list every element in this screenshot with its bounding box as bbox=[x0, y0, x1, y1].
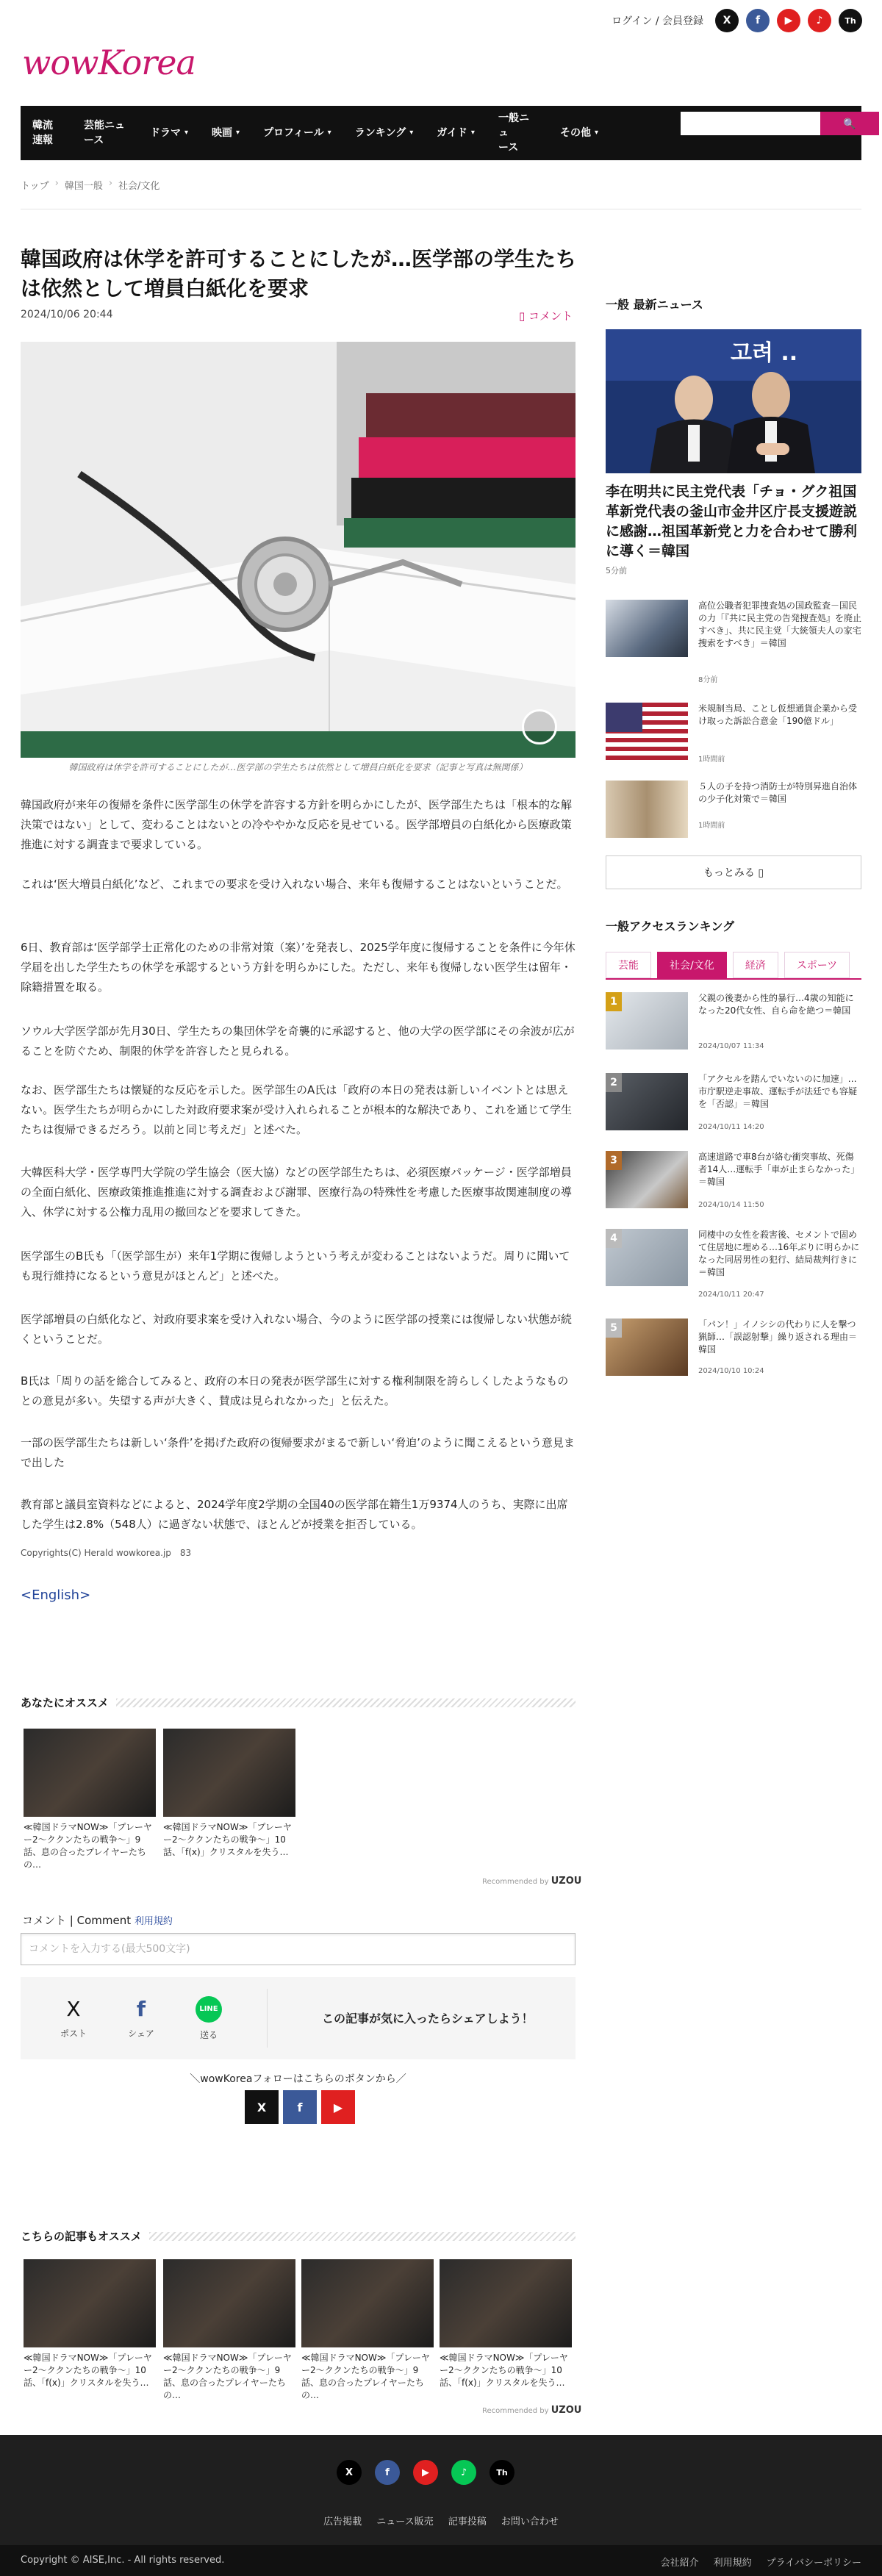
ranking-item[interactable] bbox=[606, 1151, 861, 1210]
recommend-heading-text: こちらの記事もオススメ bbox=[21, 2230, 142, 2243]
recommend-title: ≪韓国ドラマNOW≫「プレーヤー2～ククンたちの戦争～」9話、息の合ったプレイヤーたちの… bbox=[163, 2353, 292, 2400]
recommend-card[interactable] bbox=[440, 2259, 572, 2389]
tiktok-icon[interactable]: ♪ bbox=[808, 9, 831, 32]
tab-society[interactable]: 社会/文化 bbox=[657, 952, 727, 978]
share-label: 送る bbox=[199, 2029, 218, 2040]
article-hero-image[interactable] bbox=[21, 342, 576, 758]
nav-label: 韓流 速報 bbox=[32, 120, 53, 146]
chevron-down-icon: ▾ bbox=[327, 129, 331, 137]
ranking-heading: 一般アクセスランキング bbox=[606, 919, 735, 933]
footer-link-privacy[interactable]: プライバシーポリシー bbox=[766, 2558, 861, 2569]
share-x-button[interactable] bbox=[40, 1997, 107, 2039]
heading-hatch bbox=[116, 1698, 576, 1707]
threads-icon[interactable]: Th bbox=[839, 9, 862, 32]
facebook-icon: f bbox=[136, 1997, 146, 2021]
ranking-date: 2024/10/10 10:24 bbox=[698, 1367, 764, 1375]
tab-economy[interactable]: 経済 bbox=[733, 952, 778, 978]
nav-label: 一般ニュ ース bbox=[498, 112, 529, 154]
footer-sns bbox=[337, 2460, 514, 2485]
breadcrumb-separator: › bbox=[54, 178, 59, 189]
ranking-date: 2024/10/11 14:20 bbox=[698, 1123, 764, 1131]
divider bbox=[267, 1989, 268, 2048]
stethoscope-book-illustration bbox=[21, 342, 576, 758]
recommend-thumbnail bbox=[163, 1729, 295, 1817]
nav-item-drama[interactable] bbox=[138, 106, 200, 160]
ranking-item[interactable] bbox=[606, 1229, 861, 1299]
breadcrumb-separator: › bbox=[108, 178, 113, 189]
search-input[interactable] bbox=[681, 112, 820, 135]
tabs-underline bbox=[606, 978, 861, 980]
chevron-down-icon: ▾ bbox=[594, 129, 598, 137]
chevron-down-icon: ▾ bbox=[470, 129, 475, 137]
recommend-thumbnail bbox=[301, 2259, 434, 2347]
nav-item-guide[interactable] bbox=[425, 106, 487, 160]
nav-item-other[interactable] bbox=[548, 106, 610, 160]
nav-label: プロフィール bbox=[263, 127, 324, 139]
heading-hatch bbox=[149, 2232, 576, 2241]
footer-links bbox=[0, 2514, 882, 2527]
recommend-title: ≪韓国ドラマNOW≫「プレーヤー2～ククンたちの戦争～」9話、息の合ったプレイヤーたちの… bbox=[24, 1822, 152, 1870]
chevron-down-icon: ▾ bbox=[236, 129, 240, 137]
article-paragraph: なお、医学部生たちは懐疑的な反応を示した。医学部生のA氏は「政府の本日の発表は新しいイベントとは思えない。医学生たちが明らかにした対政府要求案が受け入れられることが根本的な解決であり、これを通じて学生たちは復帰できるだろう。以前と同じ考えだ」と述べた。 bbox=[21, 1083, 573, 1136]
rank-badge: 3 bbox=[606, 1151, 622, 1170]
share-facebook-button[interactable] bbox=[107, 1997, 175, 2039]
rank-badge: 1 bbox=[606, 992, 622, 1011]
ranking-tabs bbox=[606, 952, 850, 978]
nav-item-general-news[interactable] bbox=[487, 106, 548, 160]
article-paragraph: これは‘医大増員白紙化’など、これまでの要求を受け入れない場合、来年も復帰することはないということだ。 bbox=[21, 878, 568, 891]
recommend-title: ≪韓国ドラマNOW≫「プレーヤー2～ククンたちの戦争～」10話、「f(x)」クリスタルを失う… bbox=[24, 2353, 152, 2388]
news-time: 1時間前 bbox=[698, 822, 725, 830]
image-caption: 韓国政府は休学を許可することにしたが…医学部の学生たちは依然として増員白紙化を要求（記事と写真は無関係） bbox=[68, 762, 528, 772]
recommend-card[interactable] bbox=[301, 2259, 434, 2400]
facebook-icon[interactable]: f bbox=[283, 2090, 317, 2124]
recommend-thumbnail bbox=[24, 1729, 156, 1817]
recommend-card[interactable] bbox=[24, 1729, 156, 1870]
ranking-item[interactable] bbox=[606, 1319, 861, 1377]
footer-link-submit[interactable]: 記事投稿 bbox=[448, 2516, 487, 2527]
footer-copyright: Copyright © AISE,Inc. - All rights reserved. bbox=[21, 2555, 225, 2566]
recommended-by bbox=[482, 2405, 581, 2416]
terms-link[interactable]: 利用規約 bbox=[134, 1916, 173, 1927]
sidebar-news-item[interactable] bbox=[606, 600, 862, 684]
nav-label: ランキング bbox=[354, 127, 406, 139]
rank-badge: 2 bbox=[606, 1073, 622, 1092]
nav-item-ranking[interactable] bbox=[343, 106, 426, 160]
recommend-title: ≪韓国ドラマNOW≫「プレーヤー2～ククンたちの戦争～」9話、息の合ったプレイヤーたちの… bbox=[301, 2353, 430, 2400]
breadcrumb-top[interactable]: トップ bbox=[21, 181, 49, 192]
comment-label bbox=[22, 1912, 173, 1928]
footer-link-ads[interactable]: 広告掲載 bbox=[323, 2516, 362, 2527]
english-version-link[interactable]: <English> bbox=[21, 1587, 91, 1603]
recommended-by-text: Recommended by bbox=[482, 2407, 549, 2415]
line-icon: LINE bbox=[196, 1996, 222, 2023]
facebook-icon[interactable]: f bbox=[375, 2460, 400, 2485]
nav-label: ドラマ bbox=[150, 127, 181, 139]
article-paragraph: 一部の医学部生たちは新しい‘条件’を掲げた政府の復帰要求がまるで新しい‘脅迫’のように聞こえるという意見まで出した bbox=[21, 1436, 575, 1469]
x-icon[interactable]: X bbox=[337, 2460, 362, 2485]
article-paragraph: 大韓医科大学・医学専門大学院の学生協会（医大協）などの医学部生たちは、必須医療パッケージ・医学部増員の全面白紙化、医療政策推進推進に対する調査および謝罪、医療行為の特殊性を考慮した医療事故関連制度の導入、休学に対する公権力乱用の撤回などを要求してきた。 bbox=[21, 1166, 573, 1219]
tab-entertainment[interactable]: 芸能 bbox=[606, 952, 651, 978]
svg-text:고려 ..: 고려 .. bbox=[731, 340, 798, 366]
footer-link-contact[interactable]: お問い合わせ bbox=[501, 2516, 559, 2527]
news-thumbnail bbox=[606, 781, 688, 838]
nav-search bbox=[681, 112, 879, 135]
article-paragraph: 韓国政府が来年の復帰を条件に医学部生の休学を許容する方針を明らかにしたが、医学部生たちは「根本的な解決策ではない」として、変わることはないとの冷ややかな反応を見せている。医学部増員の白紙化から医療政策推進に対する調査まで要求している。 bbox=[21, 798, 573, 851]
tiktok-icon[interactable]: ♪ bbox=[451, 2460, 476, 2485]
recommend-thumbnail bbox=[24, 2259, 156, 2347]
news-thumbnail bbox=[606, 600, 688, 657]
ranking-date: 2024/10/11 20:47 bbox=[698, 1291, 764, 1299]
sidebar-news-heading: 一般 最新ニュース bbox=[606, 298, 703, 312]
flag-canton bbox=[606, 703, 642, 732]
recommend-title: ≪韓国ドラマNOW≫「プレーヤー2～ククンたちの戦争～」10話、「f(x)」クリスタルを失う… bbox=[440, 2353, 568, 2388]
footer-link-terms[interactable]: 利用規約 bbox=[713, 2558, 752, 2569]
article-copyright: Copyrights(C) Herald wowkorea.jp 83 bbox=[21, 1548, 192, 1558]
x-icon: X bbox=[66, 1997, 81, 2021]
recommend-card[interactable] bbox=[163, 1729, 295, 1859]
share-line-button[interactable] bbox=[175, 1996, 243, 2041]
ranking-title: 「パン！」イノシシの代わりに人を撃つ猟師…「誤認射撃」繰り返される理由＝韓国 bbox=[698, 1319, 858, 1355]
breadcrumb-current: 社会/文化 bbox=[118, 181, 160, 192]
article-paragraph: 医学部増員の白紙化など、対政府要求案を受け入れない場合、今のように医学部の授業には復帰しない状態が続くということだ。 bbox=[21, 1313, 573, 1346]
footer-link-company[interactable]: 会社紹介 bbox=[660, 2558, 699, 2569]
more-button[interactable]: もっとみる ▯ bbox=[606, 855, 861, 889]
article-paragraph: ソウル大学医学部が先月30日、学生たちの集団休学を奇襲的に承認すると、他の大学の医学部にその余波が広がることを防ぐため、制限的休学を許容したと見られる。 bbox=[21, 1025, 575, 1058]
article-title: 韓国政府は休学を許可することにしたが…医学部の学生たちは依然として増員白紙化を要求 bbox=[21, 247, 577, 301]
news-time: 1時間前 bbox=[698, 756, 725, 764]
news-thumbnail bbox=[606, 703, 688, 760]
youtube-icon[interactable]: ▶ bbox=[321, 2090, 355, 2124]
article-paragraph: 6日、教育部は‘医学部学士正常化のための非常対策（案）’を発表し、2025学年度に復帰することを条件に今年休学届を出した学生たちの休学を承認するという方針を明らかにした。ただし、来年も復帰しない医学生は留年・除籍措置を取る。 bbox=[21, 941, 576, 994]
chevron-down-icon: ▾ bbox=[409, 129, 414, 137]
ranking-date: 2024/10/07 11:34 bbox=[698, 1042, 764, 1050]
recommended-by-text: Recommended by bbox=[482, 1878, 549, 1886]
ranking-title: 「アクセルを踏んでいないのに加速」…市庁駅逆走事故、運転手が法廷でも容疑を「否認」＝韓国 bbox=[698, 1074, 858, 1109]
share-label: シェア bbox=[128, 2028, 154, 2039]
x-icon[interactable]: X bbox=[715, 9, 739, 32]
search-button[interactable]: 🔍 bbox=[820, 112, 879, 135]
recommend-heading-text: あなたにオススメ bbox=[21, 1696, 109, 1709]
footer-bottom-links bbox=[661, 2555, 861, 2569]
nav-item-movie[interactable] bbox=[200, 106, 251, 160]
recommend-card[interactable] bbox=[24, 2259, 156, 2389]
recommend-heading bbox=[21, 1695, 576, 1710]
sidebar-news-item[interactable] bbox=[606, 703, 861, 764]
recommend-thumbnail bbox=[440, 2259, 572, 2347]
zoom-icon[interactable] bbox=[522, 709, 557, 745]
footer bbox=[0, 2435, 882, 2576]
nav-label: その他 bbox=[559, 127, 591, 139]
facebook-icon[interactable]: f bbox=[746, 9, 770, 32]
ranking-title: 高速道路で車8台が絡む衝突事故、死傷者14人…運転手「車が止まらなかった」＝韓国 bbox=[698, 1152, 860, 1187]
recommended-by bbox=[482, 1876, 581, 1887]
recommend-title: ≪韓国ドラマNOW≫「プレーヤー2～ククンたちの戦争～」10話、「f(x)」クリスタルを失う… bbox=[163, 1822, 292, 1857]
recommend-thumbnail bbox=[163, 2259, 295, 2347]
comment-input[interactable]: コメントを入力する(最大500文字) bbox=[21, 1933, 576, 1965]
follow-text: ＼wowKoreaフォローはこちらのボタンから／ bbox=[190, 2073, 406, 2085]
chevron-down-icon: ▾ bbox=[184, 129, 189, 137]
ranking-title: 父親の後妻から性的暴行…4歳の知能になった20代女性、自ら命を絶つ＝韓国 bbox=[698, 993, 854, 1016]
follow-buttons bbox=[245, 2090, 355, 2124]
article-paragraph: B氏は「周りの話を総合してみると、政府の本日の発表が医学部生に対する権利制限を誇らしくしたようなものとの意見が多い。失望する声が大きく、賛成は見られなかった」と伝えた。 bbox=[21, 1374, 569, 1407]
recommend-card[interactable] bbox=[163, 2259, 295, 2400]
article-date: 2024/10/06 20:44 bbox=[21, 309, 113, 320]
ranking-item[interactable] bbox=[606, 1073, 861, 1132]
nav-item-profile[interactable] bbox=[251, 106, 343, 160]
nav-label: ガイド bbox=[437, 127, 467, 139]
breadcrumb bbox=[21, 178, 159, 192]
share-message: この記事が気に入ったらシェアしよう！ bbox=[322, 2012, 534, 2026]
login-link[interactable]: ログイン / 会員登録 bbox=[612, 15, 703, 27]
rank-badge: 5 bbox=[606, 1319, 622, 1338]
sidebar-hero-title[interactable]: 李在明共に民主党代表「チョ・グク祖国革新党代表の釜山市金井区庁長支援遊説に感謝…祖国革新党と力を合わせて勝利に導く＝韓国 bbox=[606, 484, 858, 559]
comment-link[interactable]: ▯ コメント bbox=[519, 309, 573, 323]
uzou-logo: UZOU bbox=[551, 1876, 582, 1887]
youtube-icon[interactable]: ▶ bbox=[413, 2460, 438, 2485]
main-nav bbox=[21, 106, 861, 160]
tab-sports[interactable]: スポーツ bbox=[784, 952, 850, 978]
uzou-logo: UZOU bbox=[551, 2405, 582, 2416]
share-box bbox=[21, 1977, 576, 2059]
nav-item-entertainment[interactable] bbox=[72, 106, 138, 160]
ranking-item[interactable] bbox=[606, 992, 861, 1051]
nav-label: 映画 bbox=[212, 127, 233, 139]
news-title: 米規制当局、ことし仮想通貨企業から受け取った訴訟合意金「190億ドル」 bbox=[698, 703, 858, 726]
news-title: ５人の子を持つ消防士が特別昇進自治体の少子化対策で＝韓国 bbox=[698, 781, 858, 804]
news-title: 高位公職者犯罪捜査処の国政監査－国民の力「『共に民主党の告発捜査処』を廃止すべき」、共に民主党「大統領夫人の家宅捜索をすべき」＝韓国 bbox=[698, 600, 862, 648]
politicians-photo bbox=[606, 329, 861, 473]
threads-icon[interactable]: Th bbox=[490, 2460, 514, 2485]
breadcrumb-korea-general[interactable]: 韓国一般 bbox=[64, 181, 103, 192]
comment-label-text: コメント | Comment bbox=[22, 1914, 132, 1927]
youtube-icon[interactable]: ▶ bbox=[777, 9, 800, 32]
top-utility-bar bbox=[612, 7, 862, 34]
share-label: ポスト bbox=[60, 2028, 87, 2039]
news-time: 8分前 bbox=[698, 676, 718, 684]
nav-item-kanryu[interactable] bbox=[21, 106, 72, 160]
ranking-date: 2024/10/14 11:50 bbox=[698, 1201, 764, 1209]
sidebar-hero-time: 5分前 bbox=[606, 566, 627, 575]
footer-bottom bbox=[0, 2545, 882, 2576]
sidebar-news-item[interactable] bbox=[606, 781, 861, 839]
site-logo[interactable]: wowKorea bbox=[22, 43, 196, 82]
ranking-title: 同棲中の女性を殺害後、セメントで固めて住居地に埋める…16年ぶりに明らかになった同居男性の犯行、結局裁判行きに＝韓国 bbox=[698, 1230, 860, 1277]
footer-link-news-sales[interactable]: ニュース販売 bbox=[376, 2516, 434, 2527]
article-paragraph: 医学部生のB氏も「（医学部生が）来年1学期に復帰しようという考えが変わることはないようだ。周りに聞いても現行維持になるという意見がほとんど」と述べた。 bbox=[21, 1249, 570, 1282]
sidebar-hero-image[interactable] bbox=[606, 329, 861, 473]
rank-badge: 4 bbox=[606, 1229, 622, 1248]
x-icon[interactable]: X bbox=[245, 2090, 279, 2124]
article-paragraph: 教育部と議員室資料などによると、2024学年度2学期の全国40の医学部在籍生1万9374人のうち、実際に出席した学生は2.8%（548人）に過ぎない状態で、ほとんどが授業を拒否している。 bbox=[21, 1498, 568, 1531]
recommend-heading bbox=[21, 2228, 576, 2244]
nav-label: 芸能ニュ ース bbox=[84, 120, 125, 146]
